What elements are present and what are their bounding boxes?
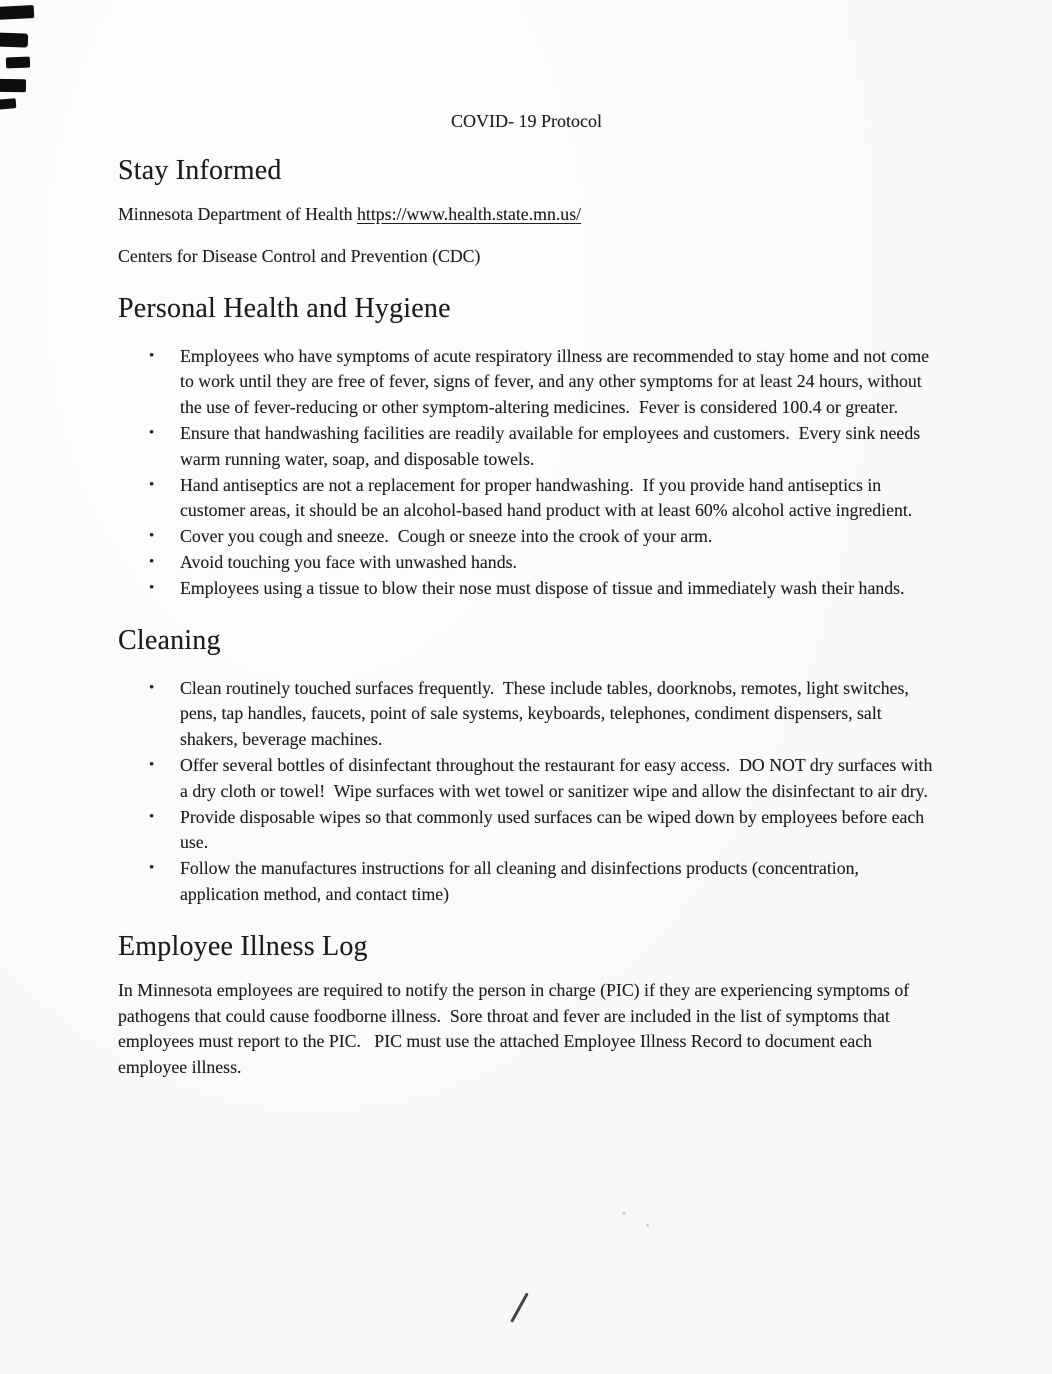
scan-speck: [622, 1212, 626, 1215]
heading-stay-informed: Stay Informed: [118, 155, 282, 186]
list-item: [149, 344, 935, 421]
bullet-icon: •: [149, 679, 155, 696]
bullet-text: Provide disposable wipes so that commonly used surfaces can be wiped down by employees before each use.: [180, 806, 929, 853]
bullet-icon: •: [149, 860, 155, 877]
scan-artifact-mark: [0, 98, 16, 110]
list-item: [149, 421, 935, 473]
list-item: [149, 753, 935, 805]
cdc-line: Centers for Disease Control and Prevention (CDC): [118, 245, 481, 266]
list-item: [149, 576, 935, 602]
bullet-icon: •: [149, 579, 155, 596]
bullet-text: Avoid touching you face with unwashed hands.: [180, 551, 517, 572]
bullet-icon: •: [149, 756, 155, 773]
list-item: [149, 473, 935, 525]
list-item: [149, 550, 935, 576]
bullet-icon: •: [149, 528, 155, 545]
cleaning-bullet-list: [118, 676, 935, 908]
handwritten-slash-mark: [510, 1292, 528, 1322]
list-item: [149, 805, 935, 857]
employee-illness-paragraph: In Minnesota employees are required to notify the person in charge (PIC) if they are experiencing symptoms of pathogens that could cause foodborne illness. Sore throat and fever are included in the list of symptoms that employees must report to the PIC. PIC must use the attached Employee Illness Record to document each employee illness.: [118, 979, 914, 1078]
bullet-text: Follow the manufactures instructions for all cleaning and disinfections products (concentration, application method, and contact time): [180, 858, 864, 904]
bullet-text: Hand antiseptics are not a replacement for proper handwashing. If you provide hand antiseptics in customer areas, it should be an alcohol-based hand product with at least 60% alcohol active ingredient.: [180, 474, 913, 521]
scan-artifact-mark: [0, 32, 28, 47]
document-title: COVID- 19 Protocol: [451, 111, 602, 131]
bullet-text: Offer several bottles of disinfectant throughout the restaurant for easy access. DO NOT dry surfaces with a dry cloth or towel! Wipe surfaces with wet towel or sanitizer wipe and allow the disinfectant to air dry.: [180, 754, 937, 801]
bullet-icon: •: [149, 347, 155, 364]
bullet-text: Cover you cough and sneeze. Cough or sneeze into the crook of your arm.: [180, 526, 713, 547]
list-item: [149, 524, 935, 550]
bullet-text: Employees who have symptoms of acute respiratory illness are recommended to stay home and not come to work until they are free of fever, signs of fever, and any other symptoms for at least 24 hours, without the use of fever-reducing or other symptom-altering medicines. Fever is considered 100.4 or greater.: [180, 345, 934, 418]
bullet-text: Ensure that handwashing facilities are readily available for employees and customers. Every sink needs warm running water, soap, and disposable towels.: [180, 422, 925, 469]
scan-artifact-mark: [0, 79, 26, 93]
scan-artifact-mark: [6, 57, 30, 69]
heading-personal-health: Personal Health and Hygiene: [118, 292, 451, 324]
mdh-label: Minnesota Department of Health: [118, 204, 357, 224]
heading-employee-illness-log: Employee Illness Log: [118, 930, 368, 962]
bullet-icon: •: [149, 424, 155, 441]
bullet-text: Clean routinely touched surfaces frequently. These include tables, doorknobs, remotes, light switches, pens, tap handles, faucets, point of sale systems, keyboards, telephones, condiment dispensers, salt shakers, beverage machines.: [180, 677, 914, 750]
bullet-icon: •: [149, 553, 155, 570]
bullet-text: Employees using a tissue to blow their nose must dispose of tissue and immediately wash their hands.: [180, 577, 905, 598]
scan-artifact-mark: [0, 5, 34, 20]
mdh-url-link[interactable]: https://www.health.state.mn.us/: [357, 204, 582, 224]
heading-cleaning: Cleaning: [118, 624, 221, 656]
bullet-icon: •: [149, 476, 155, 493]
bullet-icon: •: [149, 808, 155, 825]
mdh-line: [118, 202, 935, 228]
scan-speck: [646, 1224, 649, 1227]
personal-health-bullet-list: [118, 344, 935, 602]
list-item: [149, 676, 935, 753]
list-item: [149, 856, 935, 908]
